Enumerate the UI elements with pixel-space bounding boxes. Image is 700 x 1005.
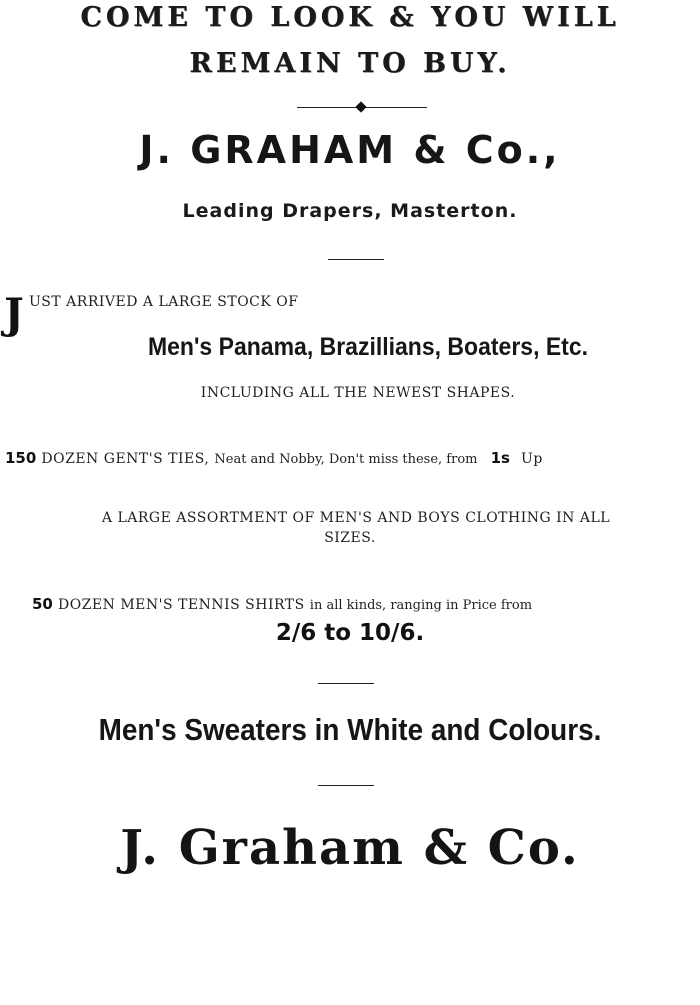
hat-styles: Men's Panama, Brazillians, Boaters, Etc.	[147, 333, 589, 361]
ties-desc: Neat and Nobby, Don't miss these, from	[214, 452, 478, 467]
arrival-intro: UST ARRIVED A LARGE STOCK OF	[29, 294, 299, 310]
tagline: Leading Drapers, Masterton.	[182, 200, 518, 222]
firm-name-top: J. GRAHAM & Co.,	[139, 128, 561, 172]
headline-line-2: REMAIN TO BUY.	[189, 48, 511, 79]
shirts-line	[32, 594, 532, 613]
ties-price: 1s	[490, 449, 510, 467]
sweaters-line: Men's Sweaters in White and Colours.	[98, 712, 602, 747]
firm-name-bottom: J. Graham & Co.	[120, 820, 580, 876]
shirts-caps: DOZEN MEN'S TENNIS SHIRTS	[57, 597, 305, 613]
clothing-line-2: SIZES.	[324, 530, 376, 546]
drop-cap: J	[4, 289, 24, 338]
diamond-ornament-icon	[355, 101, 366, 112]
ties-count: 150	[5, 449, 37, 467]
clothing-line-1: A LARGE ASSORTMENT OF MEN'S AND BOYS CLOTHING IN ALL	[101, 510, 611, 526]
ties-suffix: Up	[521, 451, 543, 467]
ties-caps: DOZEN GENT'S TIES,	[41, 451, 210, 467]
divider-rule-1	[328, 259, 384, 260]
shirts-price: 2/6 to 10/6.	[275, 620, 425, 646]
divider-rule-3	[318, 785, 374, 786]
divider-rule-2	[318, 683, 374, 684]
newest-shapes: INCLUDING ALL THE NEWEST SHAPES.	[200, 385, 516, 401]
headline-line-1: COME TO LOOK & YOU WILL	[80, 2, 620, 33]
shirts-desc: in all kinds, ranging in Price from	[309, 598, 533, 613]
shirts-count: 50	[32, 595, 53, 613]
ties-line	[5, 448, 543, 467]
